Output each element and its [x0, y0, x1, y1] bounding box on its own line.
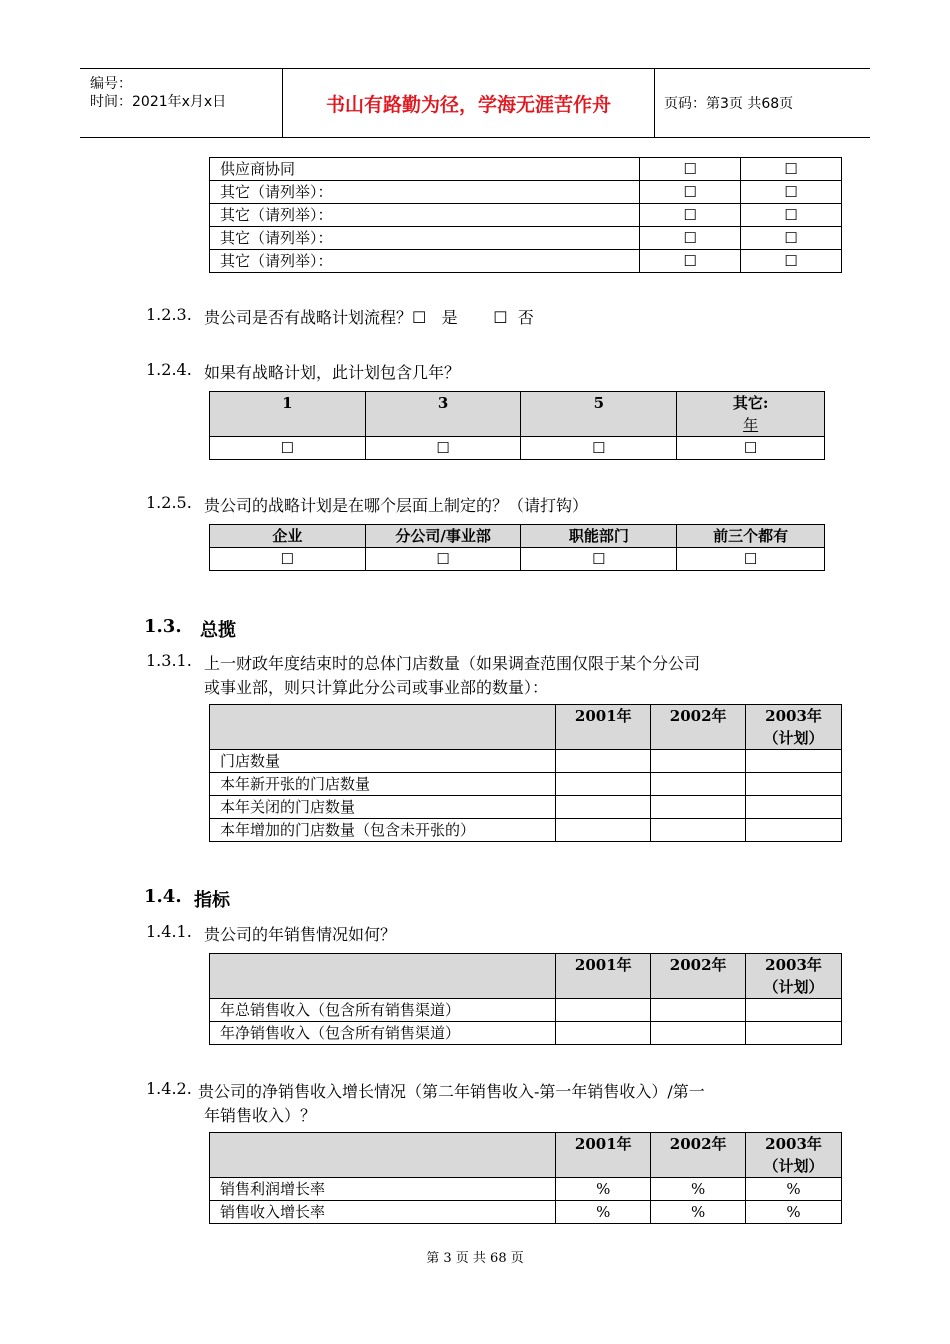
question-text-line1: 上一财政年度结束时的总体门店数量（如果调查范围仅限于某个分公司: [204, 654, 701, 673]
percent-cell[interactable]: %: [651, 1178, 746, 1201]
table-row: [210, 999, 842, 1022]
header-blank: [210, 954, 556, 999]
header-5-years: 5: [521, 392, 677, 437]
header-2002: 2002年: [651, 705, 746, 750]
table-row: [210, 1022, 842, 1045]
checkbox[interactable]: ☐: [521, 437, 677, 460]
header-2003-year: 2003年: [765, 956, 822, 974]
row-label: 其它（请列举）：: [210, 250, 640, 273]
header-blank: [210, 1133, 556, 1178]
table-header-row: [210, 705, 842, 750]
question-number: 1.4.1.: [146, 922, 192, 941]
row-label: 其它（请列举）：: [210, 181, 640, 204]
header-enterprise: 企业: [210, 525, 366, 548]
store-count-table: [209, 704, 842, 842]
table-row: [210, 1201, 842, 1224]
header-1-year: 1: [210, 392, 366, 437]
table-row: [210, 819, 842, 842]
row-label: 供应商协同: [210, 158, 640, 181]
question-number: 1.2.5.: [146, 493, 192, 512]
row-label: 其它（请列举）：: [210, 204, 640, 227]
input-cell[interactable]: [556, 796, 651, 819]
input-cell[interactable]: [746, 773, 842, 796]
input-cell[interactable]: [651, 796, 746, 819]
checkbox[interactable]: ☐: [741, 227, 842, 250]
header-blank: [210, 705, 556, 750]
header-2003-plan: （计划）: [763, 729, 824, 747]
question-text-line2: 或事业部，则只计算此分公司或事业部的数量）：: [204, 678, 549, 697]
section-number: 1.4.: [144, 886, 182, 907]
section-number: 1.3.: [144, 616, 182, 637]
time-label: 时间：2021年x月x日: [90, 94, 227, 110]
percent-cell[interactable]: %: [746, 1201, 842, 1224]
percent-cell[interactable]: %: [556, 1201, 651, 1224]
table-row: [210, 548, 825, 571]
question-1-4-2-cont: [204, 1103, 316, 1126]
input-cell[interactable]: [651, 819, 746, 842]
header-2003-plan: （计划）: [763, 978, 824, 996]
row-label: 销售收入增长率: [210, 1201, 556, 1224]
table-row: [210, 204, 842, 227]
input-cell[interactable]: [651, 1022, 746, 1045]
section-1-4-heading: [144, 886, 230, 911]
row-label: 本年增加的门店数量（包含未开张的）: [210, 819, 556, 842]
percent-cell[interactable]: %: [746, 1178, 842, 1201]
options-table-top: [209, 157, 842, 273]
table-header-row: [210, 1133, 842, 1178]
checkbox[interactable]: ☐: [741, 250, 842, 273]
checkbox[interactable]: ☐: [640, 250, 741, 273]
table-row: [210, 227, 842, 250]
header-functional: 职能部门: [521, 525, 677, 548]
section-1-3-heading: [144, 616, 236, 641]
input-cell[interactable]: [746, 819, 842, 842]
header-2003-plan: （计划）: [763, 1157, 824, 1175]
row-label: 本年关闭的门店数量: [210, 796, 556, 819]
question-text: 贵公司的年销售情况如何？: [204, 925, 397, 944]
header-2003-year: 2003年: [765, 707, 822, 725]
input-cell[interactable]: [651, 750, 746, 773]
table-row: [210, 796, 842, 819]
table-row: [210, 437, 825, 460]
question-text: 贵公司的战略计划是在哪个层面上制定的？（请打钩）: [204, 496, 589, 515]
percent-cell[interactable]: %: [556, 1178, 651, 1201]
input-cell[interactable]: [556, 1022, 651, 1045]
header-2003: [746, 705, 842, 750]
table-row: [210, 158, 842, 181]
question-number: 1.3.1.: [146, 651, 192, 670]
header-2001: 2001年: [556, 705, 651, 750]
section-title: 总揽: [200, 620, 236, 641]
input-cell[interactable]: [746, 750, 842, 773]
row-label: 门店数量: [210, 750, 556, 773]
checkbox[interactable]: ☐: [365, 548, 521, 571]
question-number: 1.2.4.: [146, 360, 192, 379]
input-cell[interactable]: [746, 1022, 842, 1045]
input-cell[interactable]: [651, 773, 746, 796]
header-page-info: 页码：第3页 共68页: [664, 96, 794, 112]
header-2002: 2002年: [651, 954, 746, 999]
annual-sales-table: [209, 953, 842, 1045]
table-row: [210, 181, 842, 204]
input-cell[interactable]: [651, 999, 746, 1022]
input-cell[interactable]: [746, 796, 842, 819]
plan-years-table: [209, 391, 825, 460]
plan-level-table: [209, 524, 825, 571]
checkbox[interactable]: ☐: [210, 548, 366, 571]
percent-cell[interactable]: %: [651, 1201, 746, 1224]
input-cell[interactable]: [746, 999, 842, 1022]
question-text: 贵公司是否有战略计划流程？☐ 是 ☐ 否: [204, 308, 534, 327]
header-3-years: 3: [365, 392, 521, 437]
table-header-row: [210, 954, 842, 999]
row-label: 本年新开张的门店数量: [210, 773, 556, 796]
checkbox[interactable]: ☐: [677, 548, 825, 571]
row-label: 其它（请列举）：: [210, 227, 640, 250]
checkbox[interactable]: ☐: [521, 548, 677, 571]
question-text: 如果有战略计划，此计划包含几年？: [204, 363, 461, 382]
table-row: [210, 1178, 842, 1201]
table-header-row: [210, 525, 825, 548]
table-row: [210, 773, 842, 796]
header-other-label: 其它:: [732, 394, 769, 412]
header-all-three: 前三个都有: [677, 525, 825, 548]
checkbox[interactable]: ☐: [640, 204, 741, 227]
header-other-unit: 年: [743, 416, 759, 434]
growth-rate-table: [209, 1132, 842, 1224]
header-2001: 2001年: [556, 954, 651, 999]
question-text-line2: 年销售收入）？: [204, 1106, 317, 1125]
checkbox[interactable]: ☐: [677, 437, 825, 460]
header-2003: [746, 1133, 842, 1178]
checkbox[interactable]: ☐: [741, 204, 842, 227]
question-1-3-1-cont: [204, 675, 548, 698]
section-title: 指标: [194, 890, 230, 911]
checkbox[interactable]: ☐: [640, 181, 741, 204]
checkbox[interactable]: ☐: [640, 227, 741, 250]
row-label: 年净销售收入（包含所有销售渠道）: [210, 1022, 556, 1045]
header-motto: 书山有路勤为径，学海无涯苦作舟: [283, 69, 655, 137]
input-cell[interactable]: [556, 750, 651, 773]
header-other: [677, 392, 825, 437]
question-number: 1.2.3.: [146, 305, 192, 324]
input-cell[interactable]: [556, 999, 651, 1022]
input-cell[interactable]: [556, 773, 651, 796]
page-footer: 第 3 页 共 68 页: [426, 1251, 524, 1266]
row-label: 销售利润增长率: [210, 1178, 556, 1201]
question-number: 1.4.2.: [146, 1079, 192, 1098]
checkbox[interactable]: ☐: [741, 181, 842, 204]
header-2001: 2001年: [556, 1133, 651, 1178]
header-2003-year: 2003年: [765, 1135, 822, 1153]
serial-label: 编号：: [90, 76, 132, 92]
checkbox[interactable]: ☐: [741, 158, 842, 181]
page-header: [80, 68, 870, 138]
header-2002: 2002年: [651, 1133, 746, 1178]
input-cell[interactable]: [556, 819, 651, 842]
table-row: [210, 250, 842, 273]
checkbox[interactable]: ☐: [210, 437, 366, 460]
question-text-line1: 贵公司的净销售收入增长情况（第二年销售收入-第一年销售收入）/第一: [198, 1082, 705, 1101]
table-header-row: [210, 392, 825, 437]
row-label: 年总销售收入（包含所有销售渠道）: [210, 999, 556, 1022]
header-2003: [746, 954, 842, 999]
table-row: [210, 750, 842, 773]
checkbox[interactable]: ☐: [640, 158, 741, 181]
header-branch: 分公司/事业部: [365, 525, 521, 548]
checkbox[interactable]: ☐: [365, 437, 521, 460]
header-meta: [80, 69, 283, 137]
